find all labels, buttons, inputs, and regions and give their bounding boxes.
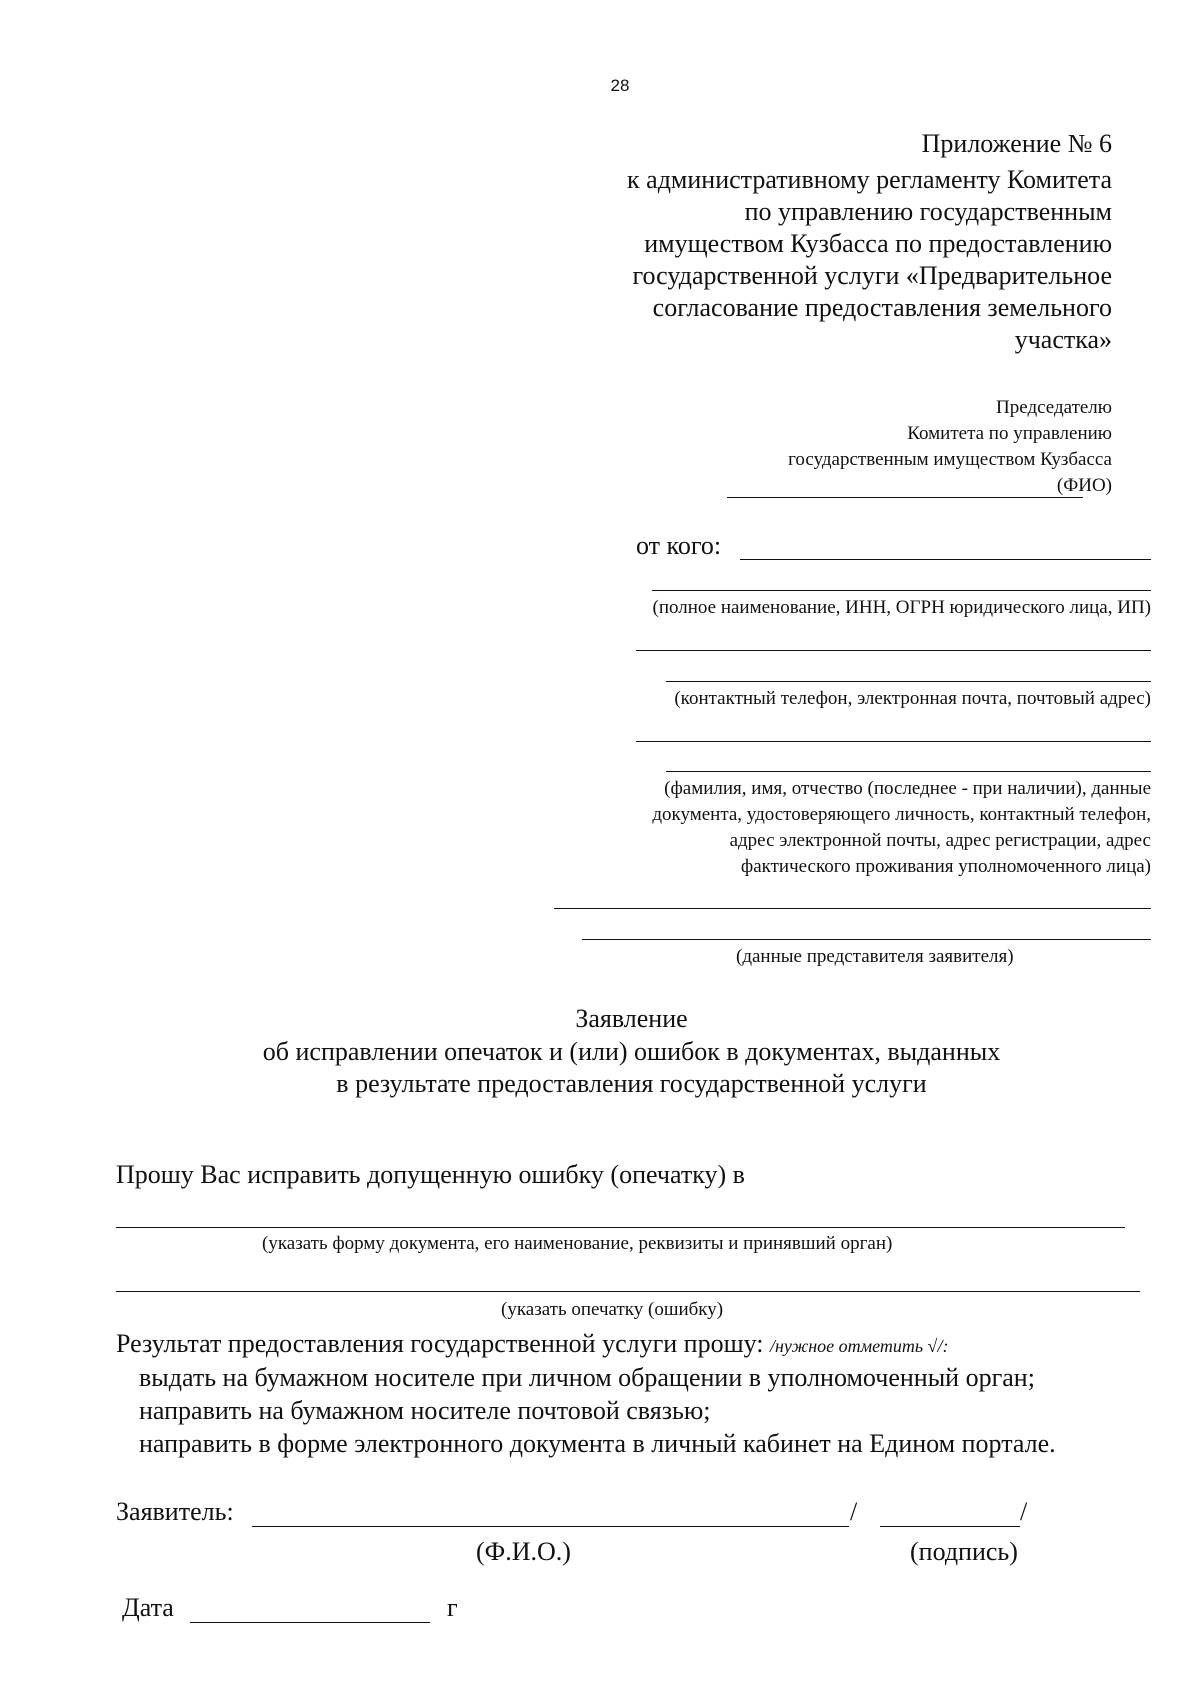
- hint-person: адрес электронной почты, адрес регистрации, адрес: [729, 830, 1151, 851]
- annex-line: участка»: [1014, 325, 1112, 354]
- hint-error: (указать опечатку (ошибку): [501, 1299, 724, 1320]
- applicant-label: Заявитель:: [116, 1497, 234, 1526]
- result-option: выдать на бумажном носителе при личном обращении в уполномоченный орган;: [139, 1363, 1035, 1392]
- result-option: направить на бумажном носителе почтовой связью;: [139, 1396, 711, 1425]
- annex-line: государственной услуги «Предварительное: [632, 261, 1112, 290]
- slash: /: [850, 1497, 858, 1526]
- from-blank-line: [740, 559, 1151, 560]
- annex-line: согласование предоставления земельного: [652, 293, 1112, 322]
- year-suffix: г: [447, 1593, 458, 1622]
- legal-blank-line: [666, 681, 1151, 682]
- hint-person: документа, удостоверяющего личность, контактный телефон,: [652, 804, 1151, 825]
- hint-contacts: (контактный телефон, электронная почта, почтовый адрес): [674, 688, 1151, 709]
- request-text: Прошу Вас исправить допущенную ошибку (опечатку) в: [116, 1160, 745, 1189]
- date-line: [190, 1622, 430, 1623]
- result-note: /нужное отметить √/:: [770, 1336, 949, 1356]
- fio-hint: (Ф.И.О.): [476, 1537, 571, 1566]
- doc-subtitle: в результате предоставления государственной услуги: [336, 1069, 927, 1098]
- annex-line: имуществом Кузбасса по предоставлению: [644, 229, 1112, 258]
- hint-person: (фамилия, имя, отчество (последнее - при наличии), данные: [664, 778, 1151, 799]
- sign-line: [880, 1526, 1020, 1527]
- slash: /: [1020, 1497, 1028, 1526]
- result-option: направить в форме электронного документа в личный кабинет на Едином портале.: [139, 1429, 1056, 1458]
- from-blank-line: [652, 590, 1151, 591]
- document-blank-line: [116, 1227, 1125, 1228]
- from-label: от кого:: [636, 531, 722, 560]
- person-blank-line: [554, 908, 1151, 909]
- legal-blank-line: [636, 650, 1151, 651]
- doc-title: Заявление: [575, 1004, 688, 1033]
- hint-person: фактического проживания уполномоченного лица): [740, 856, 1151, 877]
- error-blank-line: [116, 1291, 1140, 1292]
- annex-title: Приложение № 6: [921, 129, 1112, 158]
- doc-subtitle: об исправлении опечаток и (или) ошибок в документах, выданных: [262, 1037, 1001, 1066]
- annex-line: по управлению государственным: [744, 197, 1112, 226]
- addressee-line: государственным имуществом Кузбасса: [788, 449, 1112, 470]
- hint-representative: (данные представителя заявителя): [736, 946, 1014, 967]
- hint-legal: (полное наименование, ИНН, ОГРН юридического лица, ИП): [652, 597, 1151, 618]
- contacts-blank-line: [666, 771, 1151, 772]
- fio-signature-line: [252, 1526, 849, 1527]
- fio-blank-line: [727, 497, 1083, 498]
- addressee-line: Председателю: [996, 397, 1112, 418]
- person-blank-line: [582, 939, 1151, 940]
- annex-line: к административному регламенту Комитета: [627, 165, 1112, 194]
- page-number: 28: [610, 76, 630, 95]
- hint-document: (указать форму документа, его наименование, реквизиты и принявший орган): [262, 1233, 893, 1254]
- addressee-line: Комитета по управлению: [907, 423, 1112, 444]
- result-label: [116, 1328, 948, 1362]
- fio-suffix: (ФИО): [1056, 475, 1112, 496]
- sign-hint: (подпись): [910, 1537, 1018, 1566]
- result-label-text: Результат предоставления государственной услуги прошу:: [116, 1329, 764, 1358]
- contacts-blank-line: [636, 741, 1151, 742]
- date-label: Дата: [122, 1593, 174, 1622]
